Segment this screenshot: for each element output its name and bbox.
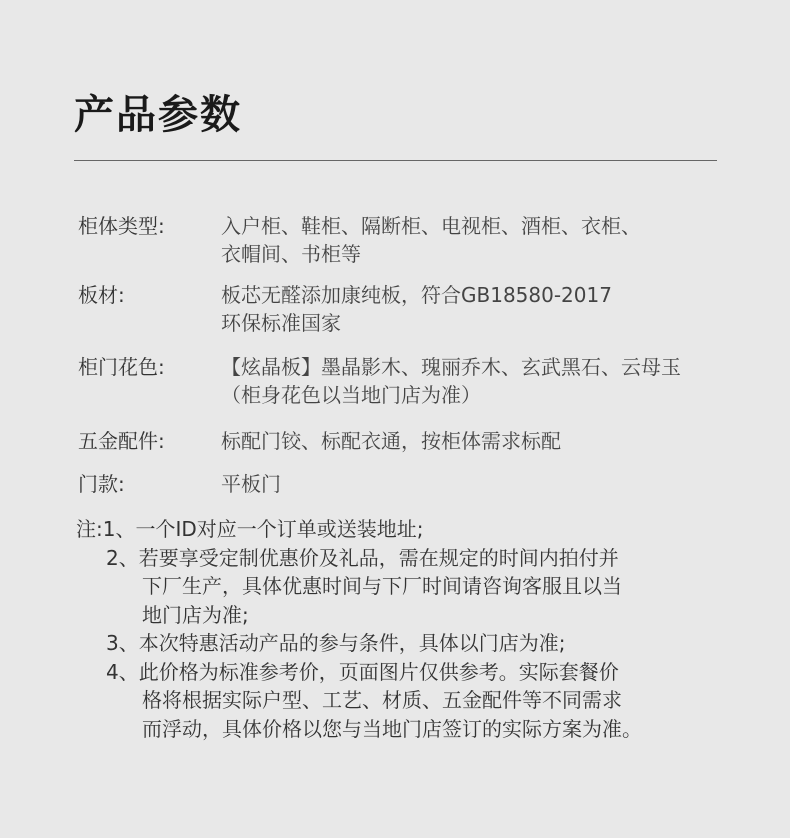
spec-value	[221, 427, 561, 455]
note-line: 而浮动，具体价格以您与当地门店签订的实际方案为准。	[142, 716, 642, 741]
note-line: 下厂生产，具体优惠时间与下厂时间请咨询客服且以当	[142, 574, 622, 598]
note-line: 地门店为准;	[142, 602, 249, 627]
page-title: 产品参数	[74, 92, 242, 138]
note-line: 注:1、一个ID对应一个订单或送装地址;	[76, 517, 424, 541]
spec-label: 板材:	[78, 283, 125, 307]
spec-value	[221, 353, 681, 409]
spec-label: 五金配件:	[78, 429, 165, 453]
spec-value-line: 入户柜、鞋柜、隔断柜、电视柜、酒柜、衣柜、	[221, 214, 641, 238]
spec-value-line: 环保标准国家	[221, 311, 341, 335]
spec-value-line: （柜身花色以当地门店为准）	[221, 383, 481, 407]
note-line: 格将根据实际户型、工艺、材质、五金配件等不同需求	[142, 688, 622, 712]
spec-value-line: 衣帽间、书柜等	[221, 242, 361, 266]
spec-value-line: 板芯无醛添加康纯板，符合GB18580-2017	[221, 283, 612, 307]
note-line: 2、若要享受定制优惠价及礼品，需在规定的时间内拍付并	[106, 545, 619, 570]
spec-label: 门款:	[78, 472, 125, 496]
note-line: 4、此价格为标准参考价，页面图片仅供参考。实际套餐价	[106, 659, 619, 684]
title-divider	[74, 160, 717, 161]
spec-value-line: 平板门	[221, 472, 281, 496]
spec-value-line: 【炫晶板】墨晶影木、瑰丽乔木、玄武黑石、云母玉	[221, 355, 681, 379]
spec-value	[221, 470, 281, 498]
spec-label: 柜体类型:	[78, 214, 165, 238]
notes-section	[76, 515, 756, 743]
spec-label: 柜门花色:	[78, 355, 165, 379]
note-line: 3、本次特惠活动产品的参与条件，具体以门店为准;	[106, 631, 566, 655]
spec-value-line: 标配门铰、标配衣通，按柜体需求标配	[221, 429, 561, 453]
spec-value	[221, 212, 641, 268]
spec-value	[221, 281, 612, 337]
